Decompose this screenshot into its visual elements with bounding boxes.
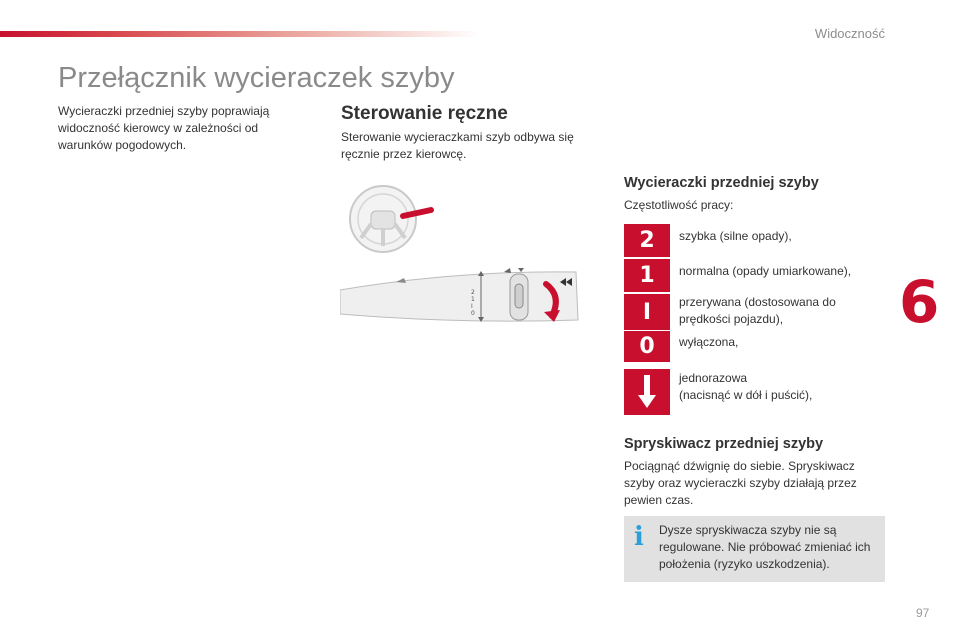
intro-text: Wycieraczki przedniej szyby poprawiają widoczność kierowcy w zależności od warunków pogodowych. bbox=[58, 104, 270, 152]
header-accent-bar bbox=[0, 31, 480, 37]
down-arrow-icon bbox=[637, 374, 657, 410]
svg-text:2: 2 bbox=[471, 289, 475, 296]
chapter-number: 6 bbox=[899, 268, 940, 336]
info-note bbox=[624, 516, 885, 582]
mode-label-single-line1: jednorazowa bbox=[679, 371, 748, 385]
washer-heading: Spryskiwacz przedniej szyby bbox=[624, 436, 824, 452]
page-title: Przełącznik wycieraczek szyby bbox=[58, 62, 455, 94]
wiper-stalk-illustration bbox=[340, 262, 580, 342]
mode-label-off: wyłączona, bbox=[679, 335, 739, 349]
front-wipers-heading: Wycieraczki przedniej szyby bbox=[624, 175, 819, 191]
svg-text:1: 1 bbox=[471, 296, 475, 303]
mode-box-off bbox=[624, 331, 670, 362]
manual-control-heading: Sterowanie ręczne bbox=[341, 103, 508, 124]
info-note-text: Dysze spryskiwacza szyby nie są regulowane. Nie próbować zmieniać ich położenia (ryzyko uszkodzenia). bbox=[659, 523, 871, 571]
mode-label-single-line2: (nacisnąć w dół i puścić), bbox=[679, 388, 813, 402]
mode-label-fast: szybka (silne opady), bbox=[679, 229, 792, 243]
frequency-label: Częstotliwość pracy: bbox=[624, 198, 734, 212]
mode-symbol-normal: 1 bbox=[639, 263, 655, 288]
info-icon: i bbox=[634, 522, 644, 552]
mode-box-single bbox=[624, 369, 670, 415]
svg-text:0: 0 bbox=[471, 310, 475, 317]
washer-text: Pociągnąć dźwignię do siebie. Spryskiwacz szyby oraz wycieraczki szyby działają przez pewien czas. bbox=[624, 459, 857, 507]
manual-control-text: Sterowanie wycieraczkami szyb odbywa się ręcznie przez kierowcę. bbox=[341, 130, 574, 161]
mode-box-fast bbox=[624, 224, 670, 257]
steering-wheel-illustration bbox=[345, 180, 435, 260]
mode-symbol-fast: 2 bbox=[639, 228, 655, 253]
mode-symbol-off: 0 bbox=[639, 334, 655, 359]
svg-text:I: I bbox=[471, 303, 473, 310]
mode-label-single bbox=[679, 370, 879, 404]
page-number: 97 bbox=[916, 606, 930, 620]
mode-box-normal bbox=[624, 259, 670, 292]
section-name: Widoczność bbox=[814, 26, 885, 41]
mode-symbol-intermittent: I bbox=[642, 299, 652, 325]
mode-box-intermittent bbox=[624, 294, 670, 330]
mode-label-normal: normalna (opady umiarkowane), bbox=[679, 264, 852, 278]
mode-label-intermittent: przerywana (dostosowana do prędkości pojazdu), bbox=[679, 295, 836, 326]
